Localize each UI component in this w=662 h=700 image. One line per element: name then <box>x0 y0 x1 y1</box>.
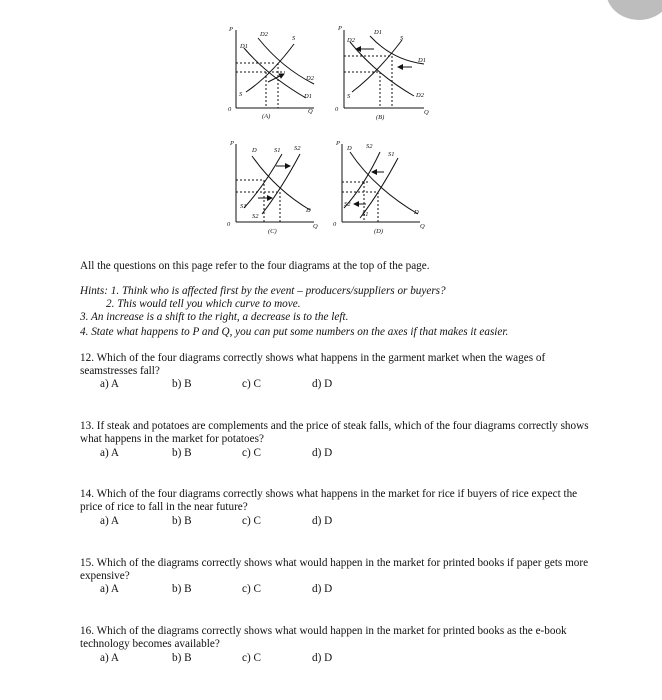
diagram-b-origin: 0 <box>335 106 339 113</box>
q12-option-d[interactable]: d) D <box>312 378 333 390</box>
diagram-c-caption: (C) <box>268 228 277 235</box>
diagram-a-origin: 0 <box>228 106 232 113</box>
q15-option-a[interactable]: a) A <box>100 583 119 595</box>
question-16: 16. Which of the diagrams correctly shows what would happen in the market for printed books as the e-book technology becomes available? <box>80 625 567 650</box>
hint-2: 2. This would tell you which curve to move. <box>106 298 301 310</box>
diagram-d-s2-bottom-label: S2 <box>344 201 351 208</box>
hint-4: 4. State what happens to P and Q, you can put some numbers on the axes if that makes it easier. <box>80 326 509 338</box>
diagram-b-d1-label: D1 <box>374 29 382 36</box>
q12-option-c[interactable]: c) C <box>242 378 261 390</box>
q16-option-c[interactable]: c) C <box>242 652 261 664</box>
diagram-a <box>236 30 314 108</box>
diagram-c-s1-label: S1 <box>274 147 281 154</box>
diagram-b-d2-curve <box>350 42 414 96</box>
diagram-c <box>236 144 314 222</box>
diagram-d-d-end-label: D <box>414 209 419 216</box>
diagram-c-s2-curve <box>262 154 300 214</box>
diagram-d-d-label: D <box>347 145 352 152</box>
diagram-d-origin: 0 <box>333 221 337 228</box>
q16-option-a[interactable]: a) A <box>100 652 119 664</box>
hint-3: 3. An increase is a shift to the right, a decrease is to the left. <box>80 311 349 323</box>
diagram-a-p-label: P <box>229 26 233 33</box>
diagram-a-d2-label: D2 <box>260 31 268 38</box>
diagram-d-s1-label: S1 <box>388 151 395 158</box>
diagram-a-d1-end-label: D1 <box>304 93 312 100</box>
diagram-a-caption: (A) <box>262 113 271 120</box>
diagram-a-d1-curve <box>244 48 306 98</box>
diagram-c-s1-curve <box>244 154 282 208</box>
question-12: 12. Which of the four diagrams correctly shows what happens in the garment market when the wages of seamstresses fall? <box>80 352 546 377</box>
diagram-a-s-bottom-label: S <box>239 91 243 98</box>
q15-option-d[interactable]: d) D <box>312 583 333 595</box>
diagram-a-d2-end-label: D2 <box>306 75 314 82</box>
diagram-c-d-end-label: D <box>306 207 311 214</box>
diagram-b-caption: (B) <box>376 114 385 121</box>
q13-option-b[interactable]: b) B <box>172 447 192 459</box>
diagram-d-s1-curve <box>360 158 398 218</box>
diagram-c-s2-label: S2 <box>294 145 301 152</box>
diagram-b-d1-end-label: D1 <box>418 57 426 64</box>
q12-option-a[interactable]: a) A <box>100 378 119 390</box>
diagram-b-d2-end-label: D2 <box>416 92 424 99</box>
diagram-b-s-bottom-label: S <box>347 93 351 100</box>
diagram-a-q-label: Q <box>308 108 313 115</box>
q15-option-b[interactable]: b) B <box>172 583 192 595</box>
diagram-b-d1-curve <box>370 36 424 64</box>
q16-option-b[interactable]: b) B <box>172 652 192 664</box>
diagram-d-q-label: Q <box>420 223 425 230</box>
q12-option-b[interactable]: b) B <box>172 378 192 390</box>
diagram-a-d1-label: D1 <box>240 43 248 50</box>
q16-option-d[interactable]: d) D <box>312 652 333 664</box>
diagram-b-d2-label: D2 <box>347 37 355 44</box>
diagram-a-shift-arrow <box>268 74 284 82</box>
diagram-b-p-label: P <box>338 25 342 32</box>
q13-option-c[interactable]: c) C <box>242 447 261 459</box>
diagram-c-demand-curve <box>252 156 310 210</box>
diagram-d-s1-bottom-label: S1 <box>362 211 369 218</box>
diagram-d-caption: (D) <box>374 228 384 235</box>
question-13: 13. If steak and potatoes are complements and the price of steak falls, which of the four diagrams correctly shows what happens in the market for potatoes? <box>80 420 589 445</box>
diagram-c-d-label: D <box>252 147 257 154</box>
q13-option-d[interactable]: d) D <box>312 447 333 459</box>
diagram-b-q-label: Q <box>424 109 429 116</box>
q14-option-a[interactable]: a) A <box>100 515 119 527</box>
diagram-c-s1-bottom-label: S1 <box>240 203 247 210</box>
diagram-c-p-label: P <box>230 140 234 147</box>
diagram-b-s-label: S <box>400 35 404 42</box>
diagram-c-origin: 0 <box>227 221 231 228</box>
q14-option-c[interactable]: c) C <box>242 515 261 527</box>
diagram-d-p-label: P <box>336 140 340 147</box>
hint-1: Hints: 1. Think who is affected first by the event – producers/suppliers or buyers? <box>80 285 446 297</box>
q14-option-b[interactable]: b) B <box>172 515 192 527</box>
supply-demand-diagrams <box>0 0 662 250</box>
diagram-a-s-label: S <box>292 35 296 42</box>
diagram-b <box>344 30 424 108</box>
diagram-c-s2-bottom-label: S2 <box>252 213 259 220</box>
diagram-d-s2-curve <box>344 152 380 208</box>
q15-option-c[interactable]: c) C <box>242 583 261 595</box>
diagram-b-supply-curve <box>352 40 402 92</box>
diagram-d <box>342 144 420 222</box>
question-14: 14. Which of the four diagrams correctly shows what happens in the market for rice if buyers of rice expect the price of rice to fall in the near future? <box>80 488 578 513</box>
intro-text: All the questions on this page refer to the four diagrams at the top of the page. <box>80 260 430 272</box>
q13-option-a[interactable]: a) A <box>100 447 119 459</box>
q14-option-d[interactable]: d) D <box>312 515 333 527</box>
question-15: 15. Which of the diagrams correctly shows what would happen in the market for printed books if paper gets more expensive? <box>80 557 589 582</box>
diagram-c-q-label: Q <box>313 223 318 230</box>
diagram-d-s2-label: S2 <box>366 143 373 150</box>
